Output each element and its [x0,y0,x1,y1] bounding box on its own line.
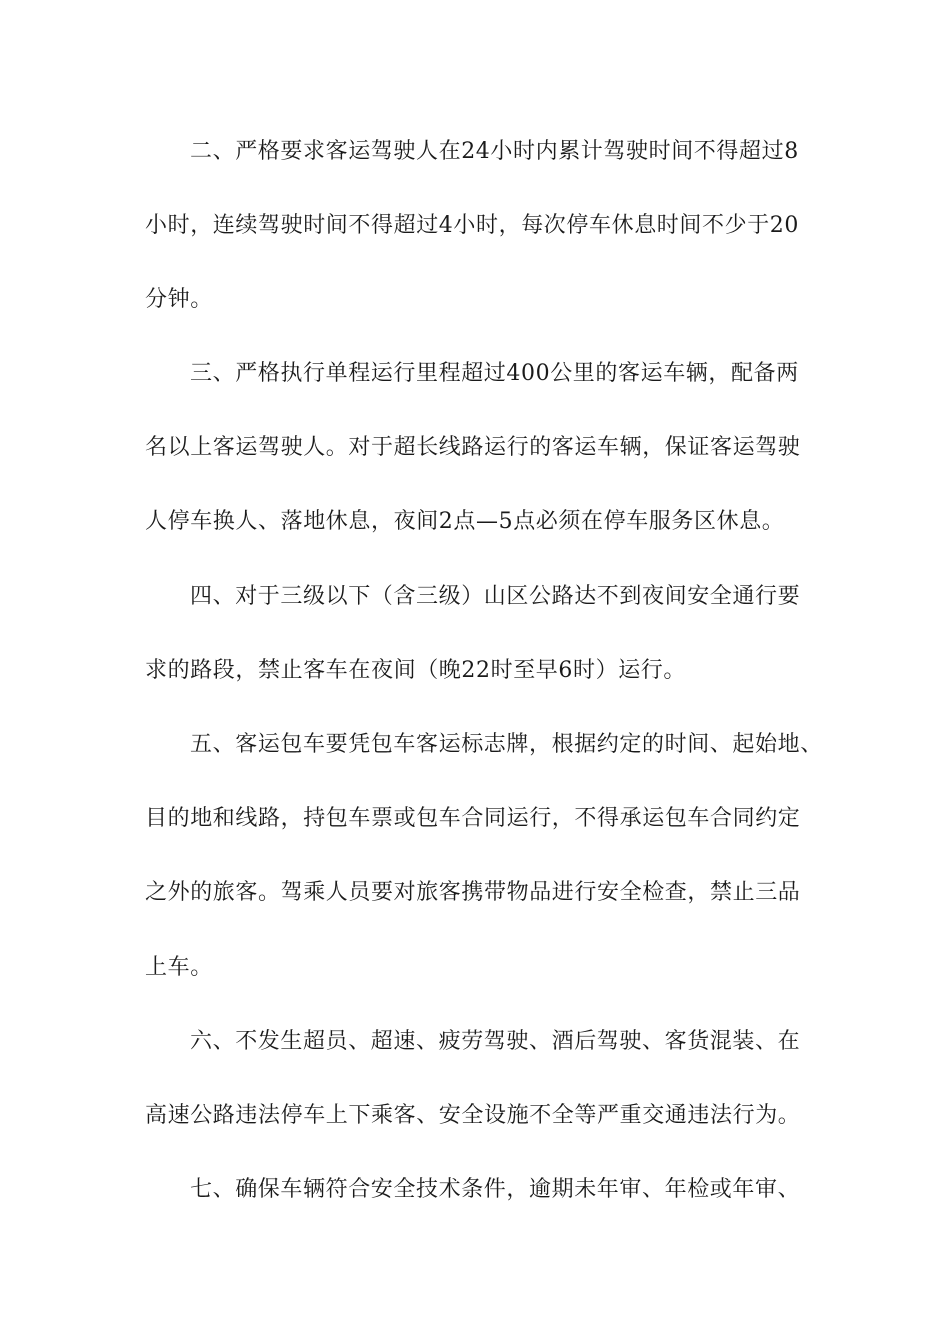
paragraph-4-line-2: 求的路段，禁止客车在夜间（晚22时至早6时）运行。 [145,658,686,683]
paragraph-3-line-1: 三、严格执行单程运行里程超过400公里的客运车辆，配备两 [190,361,799,386]
paragraph-5-line-4: 上车。 [145,955,213,980]
paragraph-3-line-3: 人停车换人、落地休息，夜间2点—5点必须在停车服务区休息。 [145,509,785,534]
paragraph-5-line-3: 之外的旅客。驾乘人员要对旅客携带物品进行安全检查，禁止三品 [145,880,801,905]
paragraph-5-line-1: 五、客运包车要凭包车客运标志牌，根据约定的时间、起始地、 [190,732,823,757]
paragraph-5-line-2: 目的地和线路，持包车票或包车合同运行，不得承运包车合同约定 [145,806,801,831]
paragraph-3-line-2: 名以上客运驾驶人。对于超长线路运行的客运车辆，保证客运驾驶 [145,435,801,460]
paragraph-2-line-2: 小时，连续驾驶时间不得超过4小时，每次停车休息时间不少于20 [145,213,799,238]
paragraph-6-line-1: 六、不发生超员、超速、疲劳驾驶、酒后驾驶、客货混装、在 [190,1029,801,1054]
paragraph-7-line-1: 七、确保车辆符合安全技术条件，逾期未年审、年检或年审、 [190,1177,801,1202]
paragraph-2-line-1: 二、严格要求客运驾驶人在24小时内累计驾驶时间不得超过8 [190,139,799,164]
paragraph-6-line-2: 高速公路违法停车上下乘客、安全设施不全等严重交通违法行为。 [145,1103,801,1128]
paragraph-4-line-1: 四、对于三级以下（含三级）山区公路达不到夜间安全通行要 [190,584,801,609]
paragraph-2-line-3: 分钟。 [145,287,213,312]
